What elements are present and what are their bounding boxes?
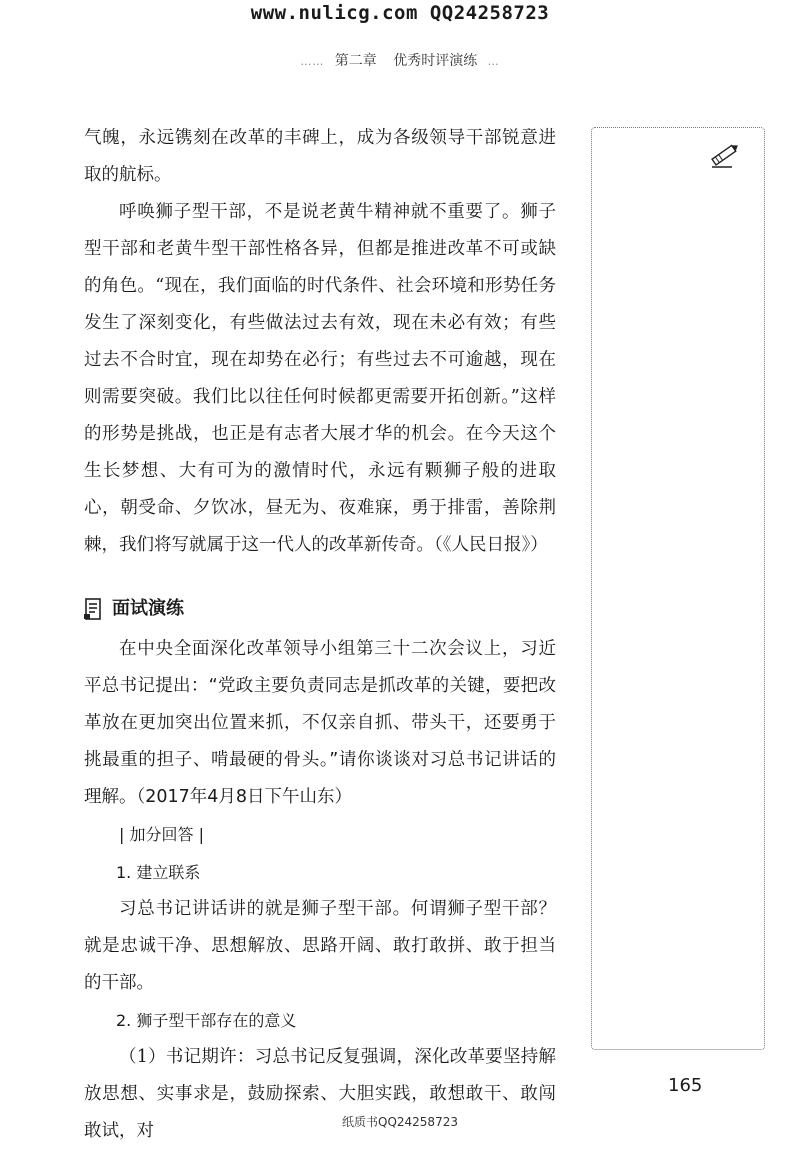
point1-text: 习总书记讲话讲的就是狮子型干部。何谓狮子型干部？就是忠诚干净、思想解放、思路开阔、敢打敢拼、敢于担当的干部。 [84,899,556,993]
answer-tag: 加分回答 [129,825,194,844]
point1-title: 1. 建立联系 [116,863,201,882]
interview-section-title: 面试演练 [112,598,184,619]
notes-margin-box [591,127,765,1050]
paragraph-continued: 气魄，永远镌刻在改革的丰碑上，成为各级领导干部锐意进取的航标。 [84,128,556,185]
chapter-label: 第二章 [334,53,377,69]
running-head-dots-left: …… [300,55,325,68]
interview-question: 在中央全面深化改革领导小组第三十二次会议上，习近平总书记提出：“党政主要负责同志是抓改革的关键，要把改革放在更加突出位置来抓，不仅亲自抓、带头干，还要勇于挑最重的担子、啃最硬的骨头。”请你谈谈对习总书记讲话的理解。（2017年4月8日下午山东） [84,639,556,807]
exercise-icon [84,598,102,620]
top-watermark: www.nulicg.com QQ24258723 [250,2,550,24]
interview-section-heading [84,590,556,627]
bottom-watermark: 纸质书QQ24258723 [342,1115,458,1129]
running-head [0,50,800,70]
point2-text: （1）书记期许：习总书记反复强调，深化改革要坚持解放思想、实事求是，鼓励探索、大胆实践，敢想敢干、敢闯敢试，对 [84,1047,556,1141]
page-number: 165 [668,1075,703,1096]
answer-tag-line: | 加分回答 | [119,825,204,844]
point2-title: 2. 狮子型干部存在的意义 [116,1011,297,1030]
running-head-dots-right: … [487,55,500,68]
main-text [84,120,556,1150]
paragraph-lion-cadre: 呼唤狮子型干部，不是说老黄牛精神就不重要了。狮子型干部和老黄牛型干部性格各异，但都是推进改革不可或缺的角色。“现在，我们面临的时代条件、社会环境和形势任务发生了深刻变化，有些做法过去有效，现在未必有效；有些过去不合时宜，现在却势在必行；有些过去不可逾越，现在则需要突破。我们比以往任何时候都更需要开拓创新。”这样的形势是挑战，也正是有志者大展才华的机会。在今天这个生长梦想、大有可为的激情时代，永远有颗狮子般的进取心，朝受命、夕饮冰，昼无为、夜难寐，勇于排雷，善除荆棘，我们将写就属于这一代人的改革新传奇。（《人民日报》） [84,202,556,555]
section-label: 优秀时评演练 [393,53,478,69]
pencil-icon [708,140,742,170]
